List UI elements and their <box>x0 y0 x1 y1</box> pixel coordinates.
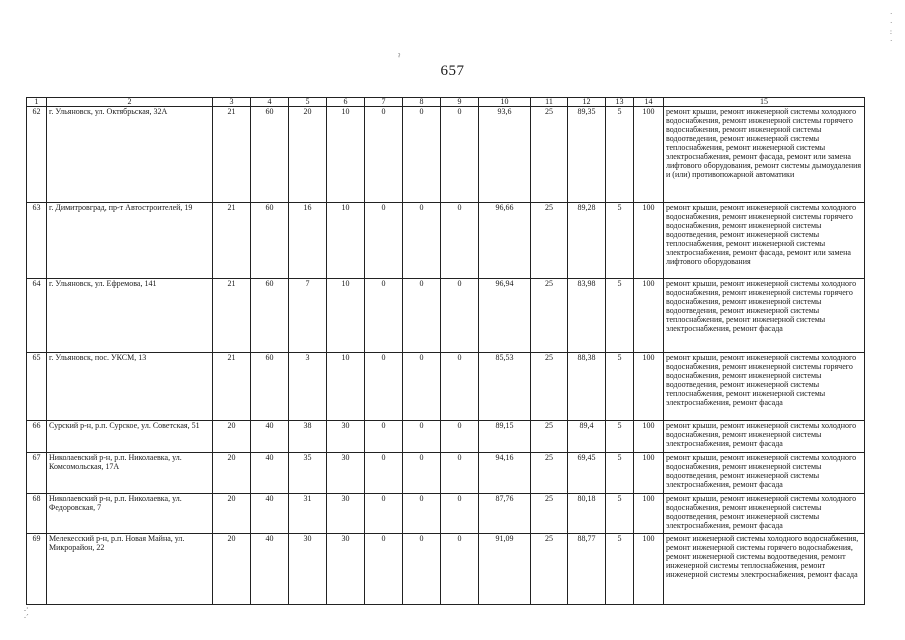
value-cell: 21 <box>213 279 251 353</box>
value-cell: 30 <box>327 421 365 453</box>
value-cell: 20 <box>289 107 327 203</box>
value-cell: 0 <box>441 279 479 353</box>
table-row <box>27 453 865 494</box>
value-cell: 20 <box>213 534 251 605</box>
value-cell: 16 <box>289 203 327 279</box>
column-header: 3 <box>213 98 251 107</box>
value-cell: 87,76 <box>479 494 531 534</box>
value-cell: 5 <box>606 279 634 353</box>
address-cell: г. Димитровград, пр-т Автостроителей, 19 <box>47 203 213 279</box>
value-cell: 83,98 <box>568 279 606 353</box>
value-cell: 21 <box>213 203 251 279</box>
column-header: 13 <box>606 98 634 107</box>
works-cell: ремонт инженерной системы холодного водоснабжения, ремонт инженерной системы горячего водоснабжения, ремонт инженерной системы водоотведения, ремонт инженерной системы теплоснабжения, ремонт инженерной системы электроснабжения, ремонт фасада <box>664 534 865 605</box>
value-cell: 0 <box>441 353 479 421</box>
works-cell: ремонт крыши, ремонт инженерной системы холодного водоснабжения, ремонт инженерной системы горячего водоснабжения, ремонт инженерной системы водоотведения, ремонт инженерной системы теплоснабжения, ремонт инженерной системы электроснабжения, ремонт фасада <box>664 353 865 421</box>
value-cell: 0 <box>403 453 441 494</box>
value-cell: 25 <box>531 453 568 494</box>
value-cell: 0 <box>365 453 403 494</box>
value-cell: 30 <box>289 534 327 605</box>
row-number: 65 <box>27 353 47 421</box>
address-cell: г. Ульяновск, ул. Октябрьская, 32А <box>47 107 213 203</box>
value-cell: 0 <box>441 107 479 203</box>
value-cell: 0 <box>365 279 403 353</box>
value-cell: 0 <box>441 453 479 494</box>
value-cell: 0 <box>403 534 441 605</box>
address-cell: Николаевский р-н, р.п. Николаевка, ул. Федоровская, 7 <box>47 494 213 534</box>
value-cell: 0 <box>365 494 403 534</box>
column-header: 12 <box>568 98 606 107</box>
value-cell: 0 <box>403 279 441 353</box>
works-cell: ремонт крыши, ремонт инженерной системы холодного водоснабжения, ремонт инженерной системы водоотведения, ремонт инженерной системы электроснабжения, ремонт фасада <box>664 494 865 534</box>
scan-mark: ˀ <box>398 52 401 62</box>
column-header: 1 <box>27 98 47 107</box>
value-cell: 10 <box>327 203 365 279</box>
value-cell: 85,53 <box>479 353 531 421</box>
value-cell: 100 <box>634 107 664 203</box>
value-cell: 10 <box>327 107 365 203</box>
value-cell: 30 <box>327 494 365 534</box>
column-header: 8 <box>403 98 441 107</box>
value-cell: 96,94 <box>479 279 531 353</box>
value-cell: 89,35 <box>568 107 606 203</box>
value-cell: 60 <box>251 203 289 279</box>
value-cell: 100 <box>634 421 664 453</box>
row-number: 62 <box>27 107 47 203</box>
value-cell: 0 <box>365 353 403 421</box>
address-cell: Николаевский р-н, р.п. Николаевка, ул. Комсомольская, 17А <box>47 453 213 494</box>
row-number: 69 <box>27 534 47 605</box>
scan-mark: · · : · <box>890 10 893 45</box>
value-cell: 89,15 <box>479 421 531 453</box>
value-cell: 88,38 <box>568 353 606 421</box>
value-cell: 0 <box>403 353 441 421</box>
address-cell: Мелекесский р-н, р.п. Новая Майна, ул. Микрорайон, 22 <box>47 534 213 605</box>
value-cell: 60 <box>251 353 289 421</box>
page-number: 657 <box>440 63 465 79</box>
header-row <box>27 98 865 107</box>
value-cell: 7 <box>289 279 327 353</box>
column-header: 11 <box>531 98 568 107</box>
row-number: 64 <box>27 279 47 353</box>
table-row <box>27 353 865 421</box>
row-number: 63 <box>27 203 47 279</box>
value-cell: 89,4 <box>568 421 606 453</box>
value-cell: 80,18 <box>568 494 606 534</box>
value-cell: 20 <box>213 421 251 453</box>
table-row <box>27 534 865 605</box>
value-cell: 40 <box>251 453 289 494</box>
value-cell: 40 <box>251 534 289 605</box>
value-cell: 0 <box>441 494 479 534</box>
value-cell: 60 <box>251 279 289 353</box>
value-cell: 25 <box>531 279 568 353</box>
value-cell: 10 <box>327 353 365 421</box>
address-cell: Сурский р-н, р.п. Сурское, ул. Советская, 51 <box>47 421 213 453</box>
column-header: 14 <box>634 98 664 107</box>
value-cell: 25 <box>531 421 568 453</box>
table-row <box>27 203 865 279</box>
value-cell: 40 <box>251 421 289 453</box>
value-cell: 25 <box>531 534 568 605</box>
value-cell: 88,77 <box>568 534 606 605</box>
value-cell: 0 <box>365 203 403 279</box>
works-cell: ремонт крыши, ремонт инженерной системы холодного водоснабжения, ремонт инженерной системы горячего водоснабжения, ремонт инженерной системы водоотведения, ремонт инженерной системы теплоснабжения, ремонт инженерной системы электроснабжения, ремонт фасада, ремонт или замена лифтового оборудования, ремонт системы дымоудаления и (или) противопожарной автоматики <box>664 107 865 203</box>
value-cell: 0 <box>365 421 403 453</box>
value-cell: 5 <box>606 534 634 605</box>
row-number: 66 <box>27 421 47 453</box>
column-header: 15 <box>664 98 865 107</box>
table-row <box>27 494 865 534</box>
value-cell: 25 <box>531 203 568 279</box>
value-cell: 0 <box>441 203 479 279</box>
row-number: 68 <box>27 494 47 534</box>
value-cell: 100 <box>634 494 664 534</box>
value-cell: 5 <box>606 203 634 279</box>
value-cell: 94,16 <box>479 453 531 494</box>
value-cell: 0 <box>365 534 403 605</box>
column-header: 5 <box>289 98 327 107</box>
value-cell: 3 <box>289 353 327 421</box>
value-cell: 0 <box>441 534 479 605</box>
value-cell: 5 <box>606 494 634 534</box>
value-cell: 5 <box>606 453 634 494</box>
value-cell: 5 <box>606 353 634 421</box>
column-header: 9 <box>441 98 479 107</box>
column-header: 7 <box>365 98 403 107</box>
value-cell: 31 <box>289 494 327 534</box>
address-cell: г. Ульяновск, пос. УКСМ, 13 <box>47 353 213 421</box>
value-cell: 100 <box>634 534 664 605</box>
works-cell: ремонт крыши, ремонт инженерной системы холодного водоснабжения, ремонт инженерной системы горячего водоснабжения, ремонт инженерной системы водоотведения, ремонт инженерной системы теплоснабжения, ремонт инженерной системы электроснабжения, ремонт фасада, ремонт или замена лифтового оборудования <box>664 203 865 279</box>
value-cell: 89,28 <box>568 203 606 279</box>
value-cell: 0 <box>403 494 441 534</box>
works-cell: ремонт крыши, ремонт инженерной системы холодного водоснабжения, ремонт инженерной системы водоотведения, ремонт инженерной системы электроснабжения, ремонт фасада <box>664 453 865 494</box>
value-cell: 25 <box>531 494 568 534</box>
value-cell: 60 <box>251 107 289 203</box>
value-cell: 20 <box>213 494 251 534</box>
table-row <box>27 279 865 353</box>
value-cell: 25 <box>531 107 568 203</box>
value-cell: 38 <box>289 421 327 453</box>
value-cell: 100 <box>634 203 664 279</box>
value-cell: 0 <box>441 421 479 453</box>
value-cell: 25 <box>531 353 568 421</box>
value-cell: 100 <box>634 353 664 421</box>
column-header: 4 <box>251 98 289 107</box>
value-cell: 21 <box>213 107 251 203</box>
works-cell: ремонт крыши, ремонт инженерной системы холодного водоснабжения, ремонт инженерной системы горячего водоснабжения, ремонт инженерной системы водоотведения, ремонт инженерной системы теплоснабжения, ремонт инженерной системы электроснабжения, ремонт фасада <box>664 279 865 353</box>
value-cell: 20 <box>213 453 251 494</box>
value-cell: 10 <box>327 279 365 353</box>
address-cell: г. Ульяновск, ул. Ефремова, 141 <box>47 279 213 353</box>
column-header: 6 <box>327 98 365 107</box>
value-cell: 5 <box>606 421 634 453</box>
value-cell: 69,45 <box>568 453 606 494</box>
works-cell: ремонт крыши, ремонт инженерной системы холодного водоснабжения, ремонт инженерной системы электроснабжения, ремонт фасада <box>664 421 865 453</box>
value-cell: 30 <box>327 534 365 605</box>
value-cell: 0 <box>403 421 441 453</box>
value-cell: 100 <box>634 453 664 494</box>
value-cell: 0 <box>403 203 441 279</box>
value-cell: 30 <box>327 453 365 494</box>
value-cell: 91,09 <box>479 534 531 605</box>
column-header: 10 <box>479 98 531 107</box>
value-cell: 35 <box>289 453 327 494</box>
table-row <box>27 421 865 453</box>
value-cell: 5 <box>606 107 634 203</box>
works-table <box>26 97 865 605</box>
value-cell: 21 <box>213 353 251 421</box>
value-cell: 100 <box>634 279 664 353</box>
value-cell: 0 <box>403 107 441 203</box>
value-cell: 93,6 <box>479 107 531 203</box>
column-header: 2 <box>47 98 213 107</box>
value-cell: 40 <box>251 494 289 534</box>
value-cell: 96,66 <box>479 203 531 279</box>
row-number: 67 <box>27 453 47 494</box>
table-row <box>27 107 865 203</box>
value-cell: 0 <box>365 107 403 203</box>
scan-mark: .· ∙´ <box>24 604 29 622</box>
